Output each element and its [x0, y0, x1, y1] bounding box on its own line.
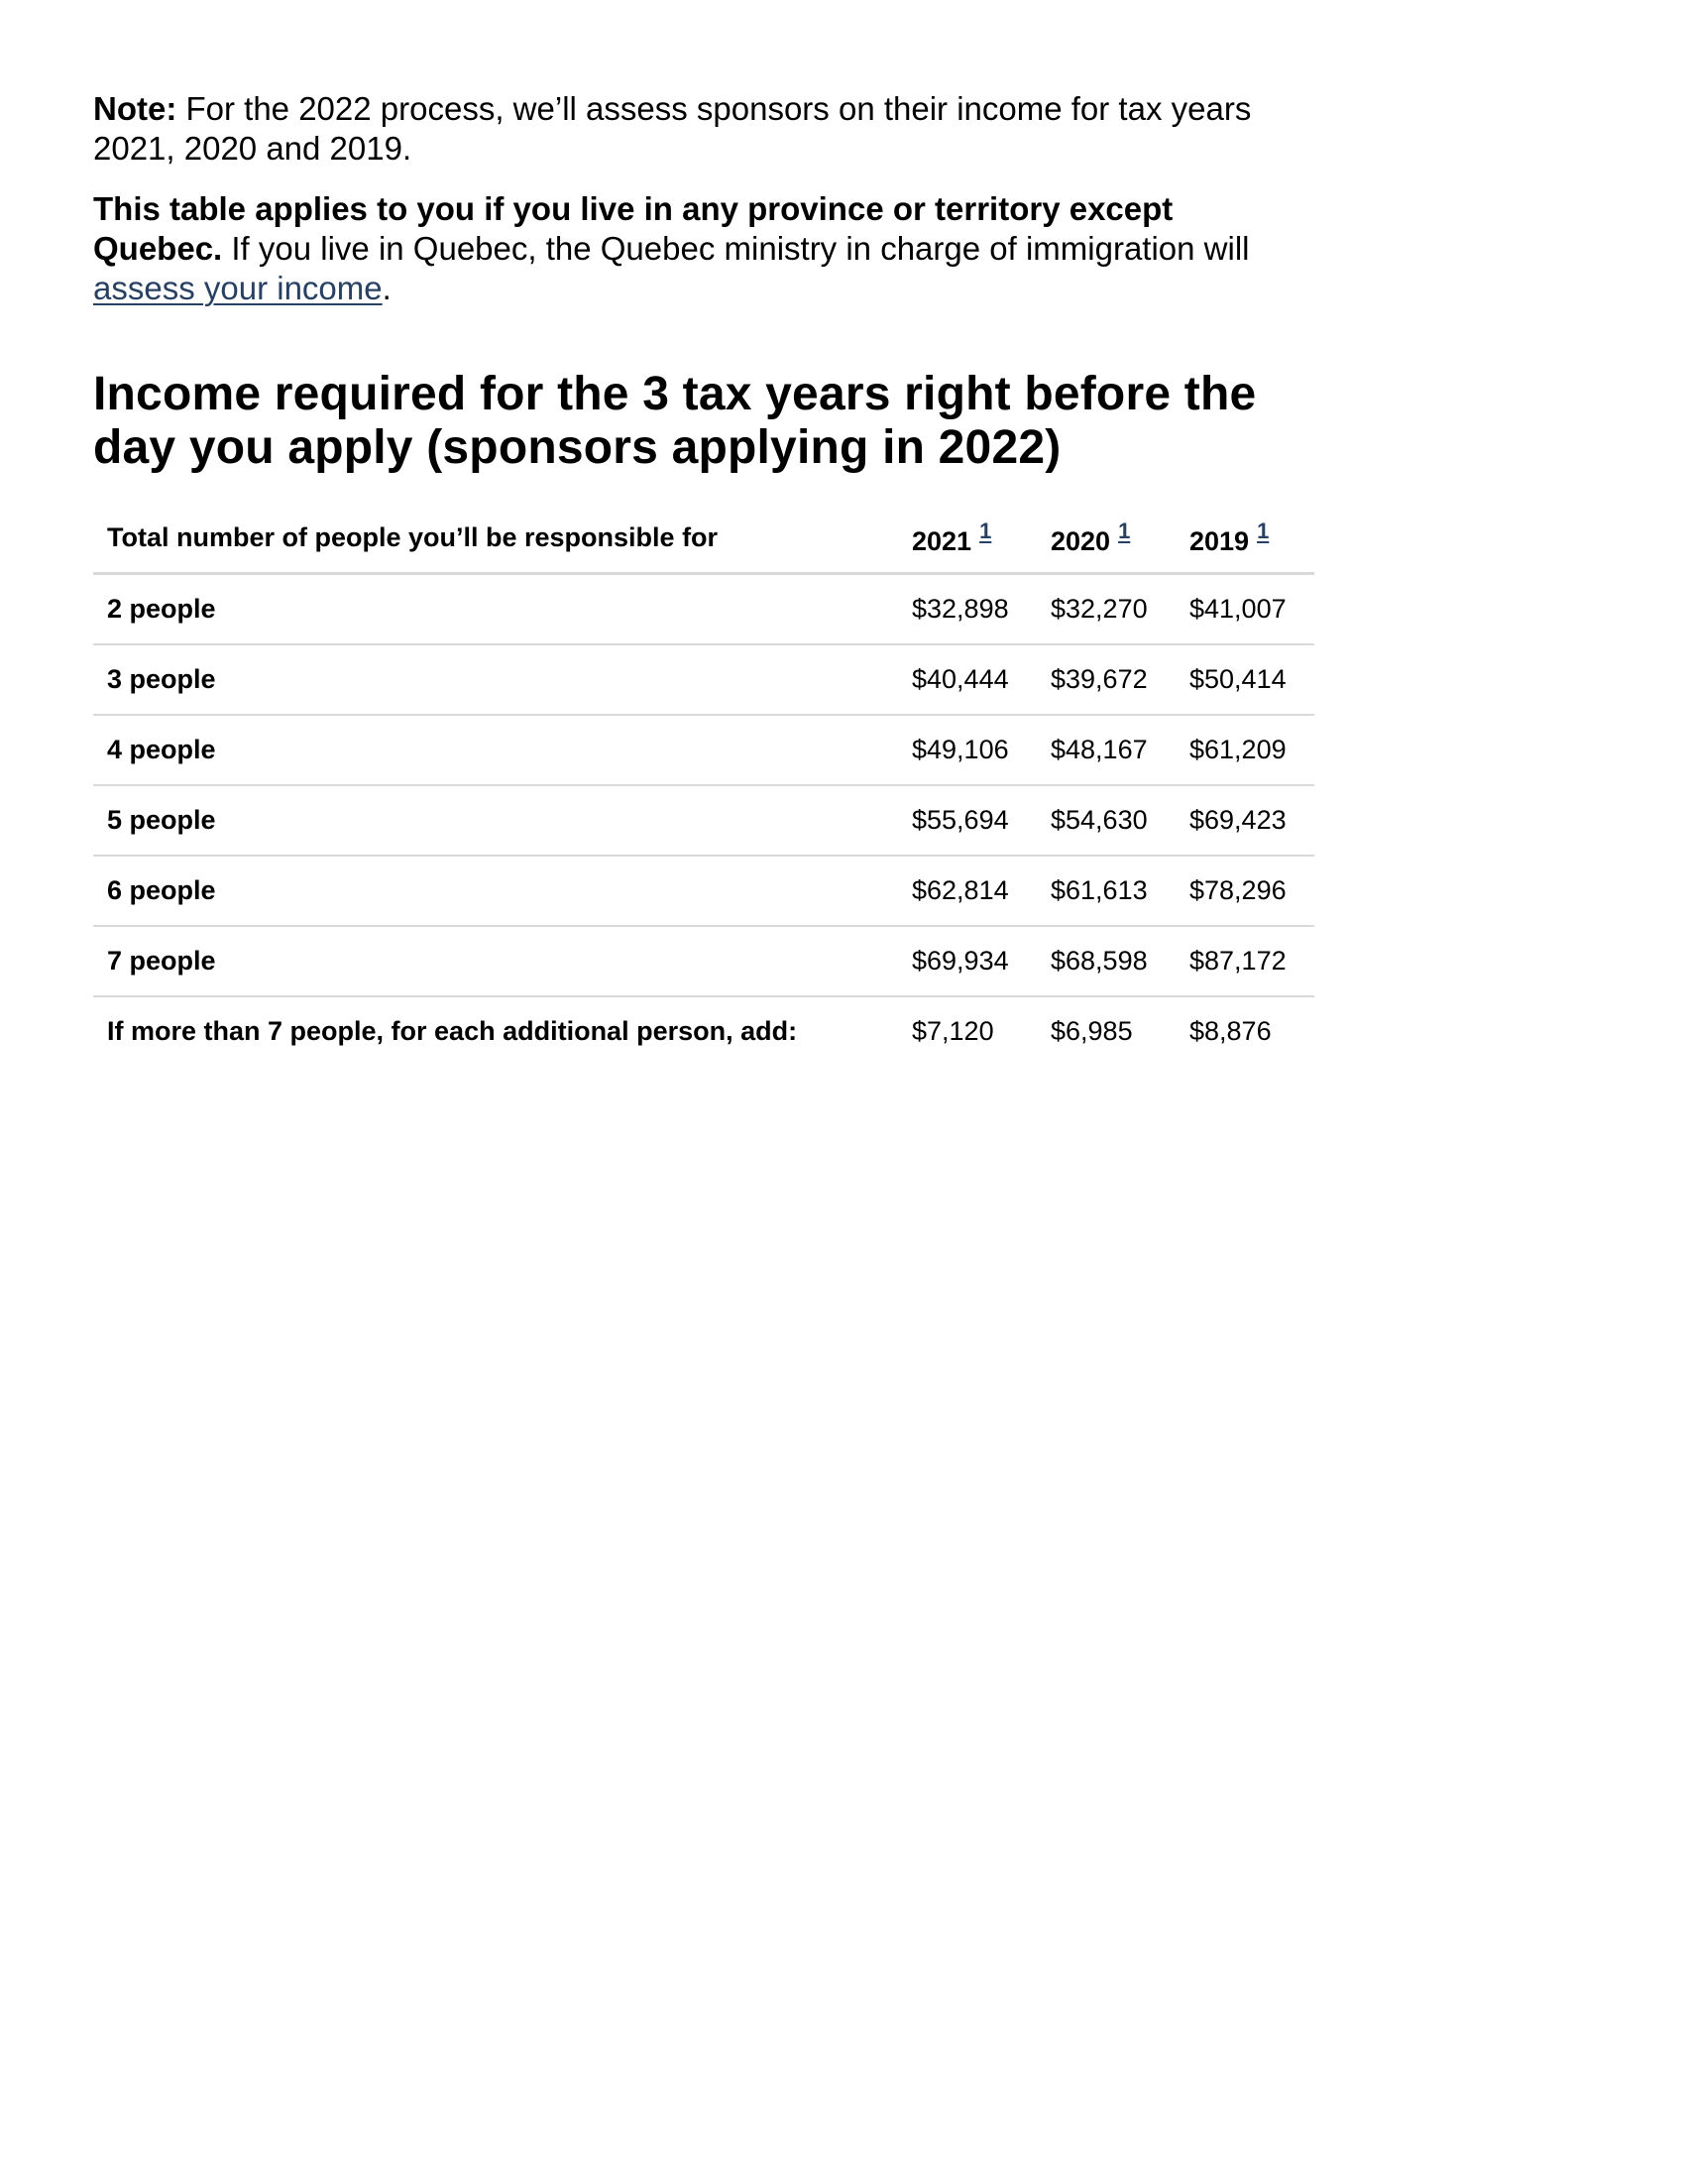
table-row	[93, 996, 1314, 1066]
row-label: 2 people	[107, 594, 216, 624]
applies-paragraph	[93, 189, 1283, 308]
page-heading: Income required for the 3 tax years right before the day you apply (sponsors applying in 2022)	[93, 368, 1257, 474]
header-year-2021	[898, 503, 1037, 574]
cell-value: $69,423	[1189, 805, 1287, 835]
footnote-link[interactable]: 1	[1118, 517, 1131, 543]
cell-value: $32,898	[912, 594, 1009, 624]
note-label: Note:	[93, 90, 177, 127]
income-table	[93, 503, 1314, 1066]
footnote-link[interactable]: 1	[979, 517, 992, 543]
applies-text: If you live in Quebec, the Quebec ministry in charge of immigration will	[222, 230, 1250, 267]
cell-value: $8,876	[1189, 1016, 1272, 1046]
cell-value: $41,007	[1189, 594, 1287, 624]
cell-value: $54,630	[1051, 805, 1148, 835]
header-year-label: 2020	[1051, 525, 1111, 556]
footnote-link[interactable]: 1	[1257, 517, 1270, 543]
row-label: 6 people	[107, 875, 216, 905]
table-row	[93, 785, 1314, 856]
cell-value: $49,106	[912, 735, 1009, 764]
row-label: 4 people	[107, 735, 216, 764]
table-row	[93, 926, 1314, 996]
cell-value: $40,444	[912, 664, 1009, 694]
cell-value: $62,814	[912, 875, 1009, 905]
cell-value: $61,209	[1189, 735, 1287, 764]
header-people-label: Total number of people you’ll be responsible for	[93, 503, 898, 574]
cell-value: $39,672	[1051, 664, 1148, 694]
header-year-2020	[1037, 503, 1176, 574]
cell-value: $6,985	[1051, 1016, 1133, 1046]
table-row	[93, 644, 1314, 715]
assess-income-link[interactable]: assess your income	[93, 270, 383, 306]
cell-value: $87,172	[1189, 946, 1287, 976]
cell-value: $48,167	[1051, 735, 1148, 764]
row-label: 5 people	[107, 805, 216, 835]
applies-period: .	[382, 270, 392, 306]
cell-value: $68,598	[1051, 946, 1148, 976]
cell-value: $50,414	[1189, 664, 1287, 694]
note-paragraph	[93, 89, 1322, 169]
table-header-row	[93, 503, 1314, 574]
applies-bold-text: This table applies to you if you live in any province or territory except Quebec.	[93, 190, 1174, 267]
page-content	[93, 89, 1312, 1066]
cell-value: $7,120	[912, 1016, 994, 1046]
row-label: If more than 7 people, for each additional person, add:	[107, 1016, 798, 1046]
header-year-2019	[1176, 503, 1314, 574]
table-row	[93, 715, 1314, 785]
cell-value: $32,270	[1051, 594, 1148, 624]
row-label: 7 people	[107, 946, 216, 976]
header-year-label: 2019	[1189, 525, 1250, 556]
cell-value: $78,296	[1189, 875, 1287, 905]
cell-value: $61,613	[1051, 875, 1148, 905]
cell-value: $69,934	[912, 946, 1009, 976]
table-row	[93, 856, 1314, 926]
table-row	[93, 574, 1314, 645]
row-label: 3 people	[107, 664, 216, 694]
header-year-label: 2021	[912, 525, 972, 556]
cell-value: $55,694	[912, 805, 1009, 835]
note-text: For the 2022 process, we’ll assess sponsors on their income for tax years 2021, 2020 and 2019.	[93, 90, 1252, 167]
